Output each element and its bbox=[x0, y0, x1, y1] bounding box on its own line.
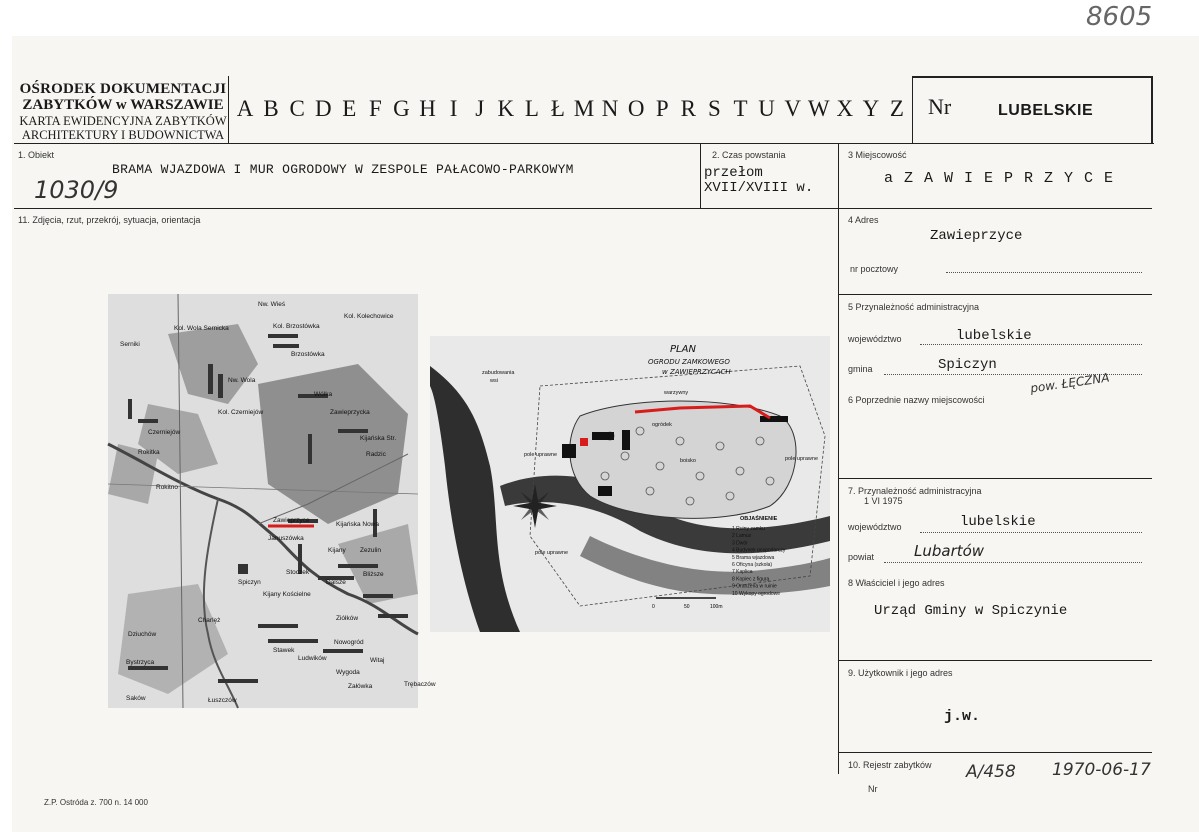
legend-item: 9 Oranżeria w ruinie bbox=[732, 583, 777, 590]
map-label: Kol. Kolechowice bbox=[344, 313, 394, 320]
index-letter: H bbox=[419, 96, 436, 121]
field5-label: 5 Przynależność administracyjna bbox=[848, 302, 980, 312]
legend-item: 3 Dwór bbox=[732, 540, 748, 547]
institution-line1: OŚRODEK DOKUMENTACJI bbox=[19, 81, 227, 97]
county-label: powiat bbox=[848, 552, 875, 562]
owner-value: Urząd Gminy w Spiczynie bbox=[874, 603, 1068, 619]
voivodeship-value-2: lubelskie bbox=[960, 514, 1036, 530]
legend-item: 1 Ruiny zamku bbox=[732, 526, 766, 532]
institution-block bbox=[18, 82, 228, 141]
card-number: 8605 bbox=[1086, 2, 1153, 32]
field3-label: 3 Miejscowość bbox=[848, 150, 907, 160]
map-label: Kol. Brzostówka bbox=[273, 323, 320, 330]
legend-item: 7 Kaplica bbox=[732, 569, 753, 576]
map-label: Kol. Czerniejów bbox=[218, 409, 264, 416]
scale-label: 0 bbox=[652, 604, 655, 610]
map-label: Wygoda bbox=[336, 669, 360, 676]
map-label: Zawieprzyce bbox=[273, 517, 310, 524]
index-letter: I bbox=[449, 96, 458, 121]
index-letter: B bbox=[263, 96, 279, 121]
map-label: Saków bbox=[126, 695, 146, 702]
nr-label: Nr bbox=[928, 94, 952, 119]
institution-line4: ARCHITEKTURY I BUDOWNICTWA bbox=[21, 127, 225, 142]
map-label: Nw. Wola bbox=[228, 377, 256, 384]
map-label: Serniki bbox=[120, 341, 140, 348]
institution-line3: KARTA EWIDENCYJNA ZABYTKÓW bbox=[19, 114, 227, 128]
map-label: Załówka bbox=[348, 683, 373, 690]
field9-label: 9. Użytkownik i jego adres bbox=[848, 668, 953, 678]
map-label: Charlęż bbox=[198, 617, 221, 624]
legend-item: 4 Budynek gospodarczy bbox=[732, 547, 786, 554]
map-label: Januszówka bbox=[268, 535, 304, 542]
legend-item: 8 Kopiec z figurą bbox=[732, 576, 770, 583]
county-handwritten-note: pow. ŁĘCZNA bbox=[1029, 370, 1111, 396]
index-letter: C bbox=[289, 96, 305, 121]
locality-name: a Z A W I E P R Z Y C E bbox=[884, 170, 1115, 187]
plan-label: zabudowania bbox=[482, 370, 515, 376]
map-label: Ludwików bbox=[298, 655, 327, 662]
legend-title: OBJAŚNIENIE bbox=[740, 516, 778, 522]
index-letter: E bbox=[342, 96, 357, 121]
index-letter: P bbox=[655, 96, 669, 121]
map-label: Bystrzyca bbox=[126, 659, 155, 666]
plan-subtitle: OGRODU ZAMKOWEGO bbox=[648, 358, 730, 366]
index-letter: A bbox=[236, 96, 254, 121]
index-letter: J bbox=[475, 96, 485, 121]
scale-label: 100m bbox=[710, 604, 723, 610]
index-letter: O bbox=[627, 96, 645, 121]
index-letter: X bbox=[836, 96, 854, 121]
commune-label: gmina bbox=[848, 364, 873, 374]
object-name: BRAMA WJAZDOWA I MUR OGRODOWY W ZESPOLE PAŁACOWO-PARKOWYM bbox=[112, 162, 574, 177]
index-letter: L bbox=[524, 96, 539, 121]
index-letter: R bbox=[680, 96, 696, 121]
plan-label: ogródek bbox=[652, 422, 672, 428]
map-label: Nw. Wieś bbox=[258, 301, 286, 308]
voivodeship-label-2: województwo bbox=[848, 522, 902, 532]
index-letter: Z bbox=[889, 96, 904, 121]
map-label: Stoczek bbox=[286, 569, 310, 576]
map-label: Kijany Kościelne bbox=[263, 591, 311, 598]
scale-label: 50 bbox=[684, 604, 690, 610]
address-value: Zawieprzyce bbox=[930, 228, 1023, 244]
index-letter: G bbox=[393, 96, 410, 121]
field11-label: 11. Zdjęcia, rzut, przekrój, sytuacja, orientacja bbox=[18, 215, 201, 225]
map-label: Rokitno bbox=[156, 484, 179, 491]
index-letter: T bbox=[733, 96, 748, 121]
index-letter: F bbox=[369, 96, 382, 121]
index-letter: Y bbox=[862, 96, 880, 121]
index-letter: D bbox=[314, 96, 332, 121]
map-label: Trębaczów bbox=[404, 681, 436, 688]
plan-label: warzywny bbox=[664, 390, 689, 396]
object-number-handwritten: 1030/9 bbox=[34, 176, 119, 204]
voivodeship-stamp: LUBELSKIE bbox=[998, 102, 1094, 119]
map-label: Brzostówka bbox=[291, 351, 325, 358]
location-map-photo bbox=[108, 294, 436, 708]
map-label: Czerniejów bbox=[148, 429, 181, 436]
index-letter: M bbox=[573, 96, 595, 121]
garden-plan-photo bbox=[430, 336, 830, 632]
legend-item: 10 Wykopy ogrodowe bbox=[732, 590, 781, 597]
field2-label: 2. Czas powstania bbox=[712, 150, 786, 160]
field4-label: 4 Adres bbox=[848, 215, 879, 225]
map-label: Wólka bbox=[314, 391, 333, 398]
map-label: Witaj bbox=[370, 657, 385, 664]
map-label: Nowogród bbox=[334, 639, 364, 646]
index-letter: Ł bbox=[550, 96, 565, 121]
legend-item: 5 Brama wjazdowa bbox=[732, 554, 775, 561]
index-letter: S bbox=[708, 96, 721, 121]
map-label: Kijańska Str. bbox=[360, 435, 397, 442]
field7-date: 1 VI 1975 bbox=[864, 496, 903, 506]
map-label: Spiczyn bbox=[238, 579, 261, 586]
gate-highlight bbox=[580, 438, 588, 446]
field10-label: 10. Rejestr zabytków bbox=[848, 760, 932, 770]
map-label: Stawek bbox=[273, 647, 295, 654]
map-label: Zawieprzycka bbox=[330, 409, 370, 416]
commune-value: Spiczyn bbox=[938, 357, 997, 373]
plan-title: PLAN bbox=[670, 344, 696, 355]
plan-label: boisko bbox=[680, 458, 696, 464]
map-label: Kol. Wola Sernicka bbox=[174, 325, 229, 332]
institution-line2: ZABYTKÓW w WARSZAWIE bbox=[22, 97, 224, 113]
map-label: Dziuchów bbox=[128, 631, 157, 638]
plan-label: pole uprawne bbox=[524, 452, 558, 458]
map-label: Kijany bbox=[328, 547, 346, 554]
index-letter: V bbox=[784, 96, 801, 121]
field8-label: 8 Właściciel i jego adres bbox=[848, 578, 945, 588]
legend-item: 6 Oficyna (szkoła) bbox=[732, 562, 773, 568]
map-label: Rokitka bbox=[138, 449, 160, 456]
county-value: Lubartów bbox=[914, 542, 985, 560]
postal-number-label: nr pocztowy bbox=[850, 264, 899, 274]
field7-label: 7. Przynależność administracyjna bbox=[848, 486, 982, 496]
construction-period-line1: przełom bbox=[704, 165, 763, 181]
map-label: Łuszczów bbox=[208, 697, 237, 704]
register-number: A/458 bbox=[966, 762, 1016, 782]
print-info: Z.P. Ostróda z. 700 n. 14 000 bbox=[44, 798, 148, 807]
index-letter: K bbox=[497, 96, 515, 121]
map-label: Bliższe bbox=[363, 571, 384, 578]
field6-label: 6 Poprzednie nazwy miejscowości bbox=[848, 395, 985, 405]
plan-subtitle2: w ZAWIEPRZYCACH bbox=[662, 368, 731, 376]
register-date: 1970-06-17 bbox=[1052, 760, 1151, 780]
voivodeship-label-1: województwo bbox=[848, 334, 902, 344]
map-label: Ziółków bbox=[336, 615, 359, 622]
map-label: Kijańska Nowa bbox=[336, 521, 379, 528]
plan-label: wsi bbox=[490, 378, 498, 384]
garden-plan bbox=[430, 336, 830, 632]
map-label: Zezulin bbox=[360, 547, 381, 554]
map-label: Radzic bbox=[366, 451, 386, 458]
voivodeship-value-1: lubelskie bbox=[956, 328, 1032, 344]
index-letter: U bbox=[758, 96, 775, 121]
legend-item: 2 Lamus bbox=[732, 533, 752, 540]
plan-label: pole uprawne bbox=[535, 550, 569, 556]
index-letter: N bbox=[601, 96, 619, 121]
map-label: Dalsze bbox=[326, 579, 346, 586]
location-map bbox=[108, 294, 436, 708]
register-nr-label: Nr bbox=[868, 784, 878, 794]
field1-label: 1. Obiekt bbox=[18, 150, 55, 160]
user-value: j.w. bbox=[944, 708, 981, 725]
construction-period-line2: XVII/XVIII w. bbox=[704, 180, 814, 196]
index-letter: W bbox=[807, 96, 830, 121]
plan-label: pole uprawne bbox=[785, 456, 819, 462]
